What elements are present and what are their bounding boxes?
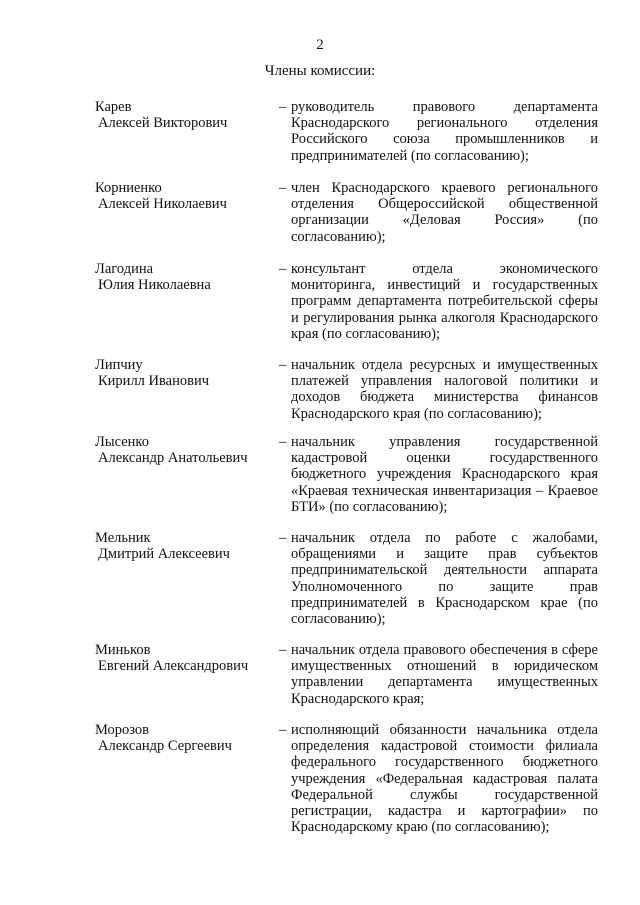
member-role: член Краснодарского краевого регионального отделения Общероссийской общественной организации «Деловая Россия» (по согласованию);: [291, 180, 598, 245]
member-surname: Лысенко: [95, 434, 149, 450]
page-number: 2: [316, 37, 324, 53]
member-name: [95, 357, 275, 389]
member-role: руководитель правового департамента Краснодарского регионального отделения Российского союза промышленников и предпринимателей (по согласованию);: [291, 99, 598, 164]
dash-separator: –: [279, 530, 287, 546]
member-given-names: Дмитрий Алексеевич: [98, 546, 230, 563]
member-given-names: Алексей Николаевич: [98, 196, 227, 213]
member-given-names: Алексей Викторович: [98, 115, 228, 132]
member-name: [95, 642, 275, 674]
section-title: Члены комиссии:: [264, 63, 376, 79]
member-name: [95, 434, 275, 466]
member-name: [95, 180, 275, 212]
member-surname: Морозов: [95, 722, 150, 738]
member-surname: Миньков: [95, 642, 151, 658]
member-surname: Лагодина: [95, 261, 154, 277]
member-role: исполняющий обязанности начальника отдела определения кадастровой стоимости филиала федерального государственного бюджетного учреждения «Федеральная кадастровая палата Федеральной службы государственной регистрации, кадастра и картографии» по Краснодарскому краю (по согласованию);: [291, 722, 598, 836]
member-name: [95, 722, 275, 754]
dash-separator: –: [279, 180, 287, 196]
member-given-names: Кирилл Иванович: [98, 373, 210, 390]
dash-separator: –: [279, 357, 287, 373]
member-given-names: Александр Анатольевич: [98, 450, 248, 467]
dash-separator: –: [279, 261, 287, 277]
member-name: [95, 99, 275, 131]
member-surname: Мельник: [95, 530, 151, 546]
member-role: консультант отдела экономического мониторинга, инвестиций и государственных программ департамента потребительской сферы и регулирования рынка алкоголя Краснодарского края (по согласованию);: [291, 261, 598, 342]
dash-separator: –: [279, 642, 287, 658]
member-surname: Липчиу: [95, 357, 143, 373]
member-role: начальник отдела ресурсных и имущественных платежей управления налоговой политики и доходов бюджета министерства финансов Краснодарского края (по согласованию);: [291, 357, 598, 422]
member-surname: Корниенко: [95, 180, 162, 196]
dash-separator: –: [279, 722, 287, 738]
member-role: начальник управления государственной кадастровой оценки государственного бюджетного учреждения Краснодарского края «Краевая техническая инвентаризация – Краевое БТИ» (по согласованию);: [291, 434, 598, 515]
member-role: начальник отдела по работе с жалобами, обращениями и защите прав субъектов предпринимательской деятельности аппарата Уполномоченного по защите прав предпринимателей в Краснодарском крае (по согласованию);: [291, 530, 598, 628]
member-role: начальник отдела правового обеспечения в сфере имущественных отношений в юридическом управлении департамента имущественных Краснодарского края;: [291, 642, 598, 707]
dash-separator: –: [279, 99, 287, 115]
dash-separator: –: [279, 434, 287, 450]
member-surname: Карев: [95, 99, 132, 115]
member-name: [95, 530, 275, 562]
member-given-names: Юлия Николаевна: [98, 277, 211, 294]
member-given-names: Александр Сергеевич: [98, 738, 232, 755]
member-name: [95, 261, 275, 293]
member-given-names: Евгений Александрович: [98, 658, 249, 675]
